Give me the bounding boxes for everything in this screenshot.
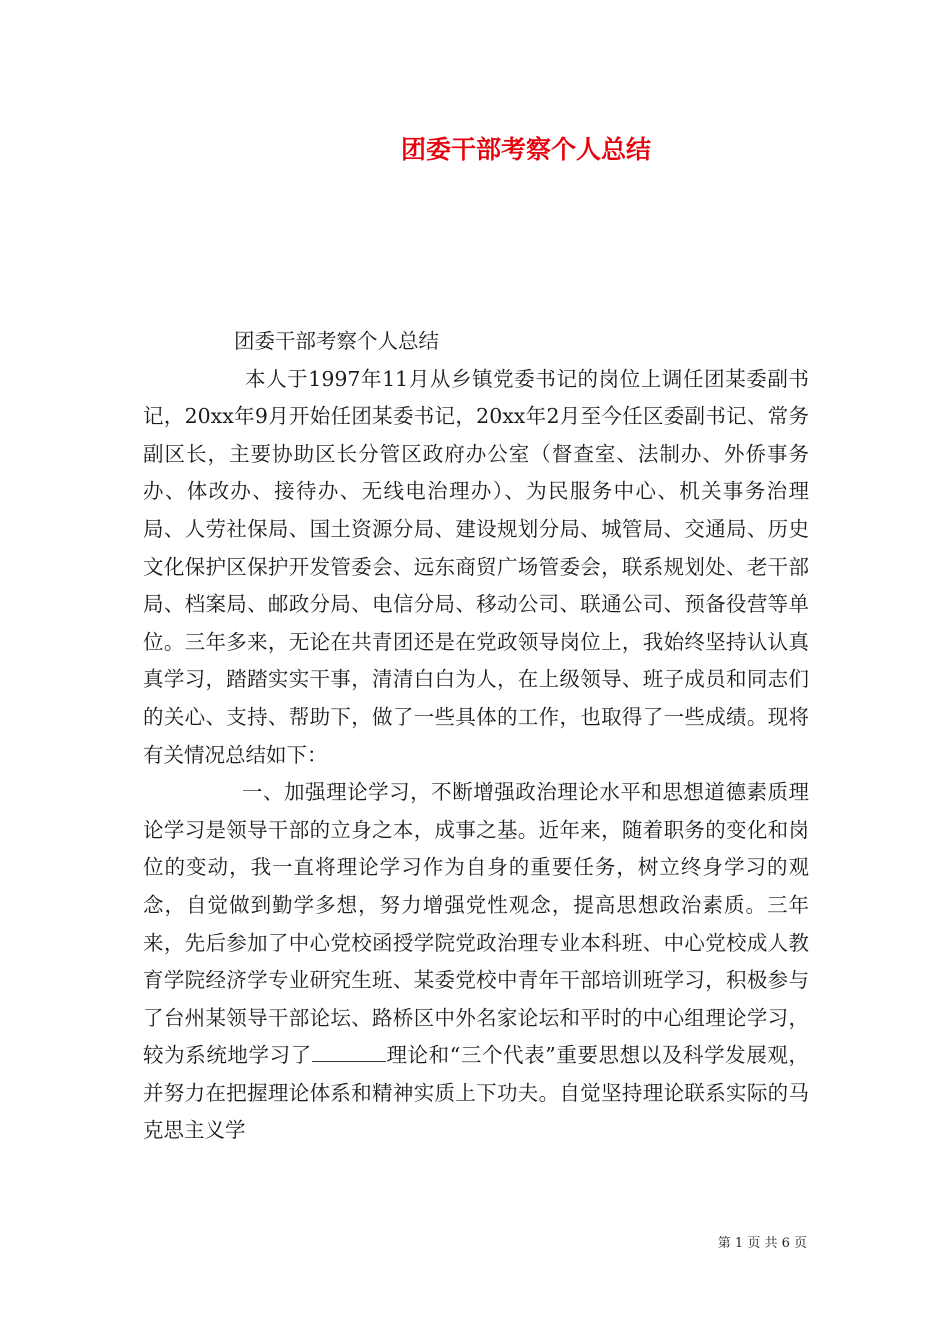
document-body bbox=[143, 323, 809, 1150]
document-subtitle: 团委干部考察个人总结 bbox=[234, 329, 439, 353]
paragraph-2-text-after-blank: 理论和“三个代表”重要思想以及科学发展观，并努力在把握理论体系和精神实质上下功夫。自觉坚持理论联系实际的马克思主义学 bbox=[143, 1043, 809, 1143]
page-number-footer: 第 1 页 共 6 页 bbox=[717, 1236, 807, 1251]
paragraph-2 bbox=[143, 774, 809, 1150]
document-title: 团委干部考察个人总结 bbox=[400, 135, 651, 164]
paragraph-1: 本人于1997年11月从乡镇党委书记的岗位上调任团某委副书记，20xx年9月开始任团某委书记，20xx年2月至今任区委副书记、常务副区长，主要协助区长分管区政府办公室（督查室、法制办、外侨事务办、体改办、接待办、无线电治理办）、为民服务中心、机关事务治理局、人劳社保局、国土资源分局、建设规划分局、城管局、交通局、历史文化保护区保护开发管委会、远东商贸广场管委会，联系规划处、老干部局、档案局、邮政分局、电信分局、移动公司、联通公司、预备役营等单位。三年多来，无论在共青团还是在党政领导岗位上，我始终坚持认认真真学习，踏踏实实干事，清清白白为人，在上级领导、班子成员和同志们的关心、支持、帮助下，做了一些具体的工作，也取得了一些成绩。现将有关情况总结如下： bbox=[143, 366, 809, 767]
fill-in-blank-line bbox=[312, 1041, 386, 1062]
paragraph-2-text-before-blank: 一、加强理论学习，不断增强政治理论水平和思想道德素质理论学习是领导干部的立身之本，成事之基。近年来，随着职务的变化和岗位的变动，我一直将理论学习作为自身的重要任务，树立终身学习的观念，自觉做到勤学多想，努力增强党性观念，提高思想政治素质。三年来，先后参加了中心党校函授学院党政治理专业本科班、中心党校成人教育学院经济学专业研究生班、某委党校中青年干部培训班学习，积极参与了台州某领导干部论坛、路桥区中外名家论坛和平时的中心组理论学习，较为系统地学习了 bbox=[143, 780, 809, 1068]
